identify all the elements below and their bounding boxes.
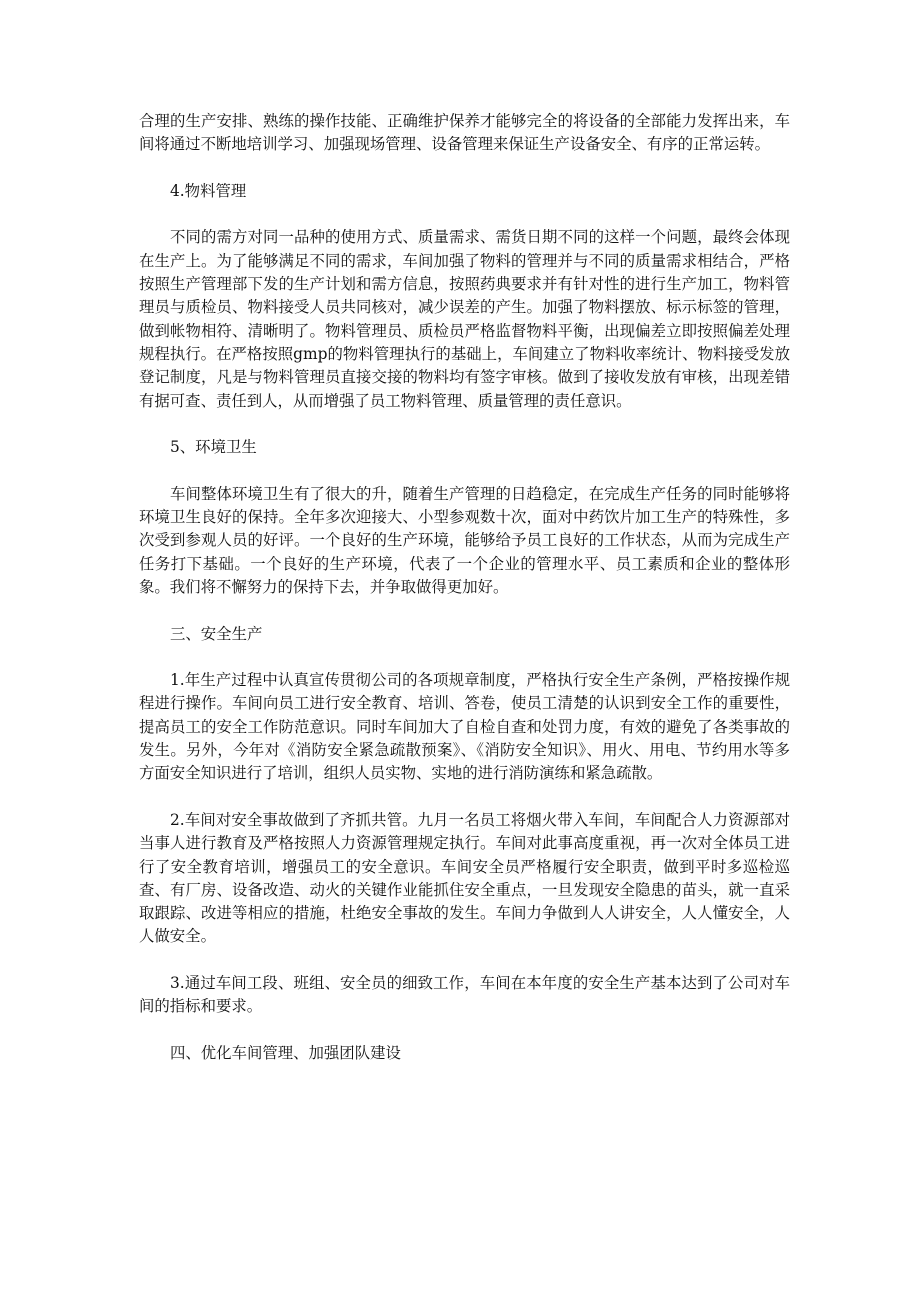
heading-safety-production: 三、安全生产	[170, 624, 263, 643]
paragraph-intro-continuation: 合理的生产安排、熟练的操作技能、正确维护保养才能够完全的将设备的全部能力发挥出来，车间将通过不断地培训学习、加强现场管理、设备管理来保证生产设备安全、有序的正常运转。	[139, 112, 790, 154]
heading-material-management: 4.物料管理	[170, 181, 247, 200]
heading-team-building: 四、优化车间管理、加强团队建设	[170, 1043, 401, 1062]
paragraph-environment-hygiene: 车间整体环境卫生有了很大的升，随着生产管理的日趋稳定，在完成生产任务的同时能够将环境卫生良好的保持。全年多次迎接大、小型参观数十次，面对中药饮片加工生产的特殊性，多次受到参观人员的好评。一个良好的生产环境，能够给予员工良好的工作状态，从而为完成生产任务打下基础。一个良好的生产环境，代表了一个企业的管理水平、员工素质和企业的整体形象。我们将不懈努力的保持下去，并争取做得更加好。	[139, 484, 790, 596]
paragraph-safety-3: 3.通过车间工段、班组、安全员的细致工作，车间在本年度的安全生产基本达到了公司对车间的指标和要求。	[139, 973, 790, 1016]
paragraph-material-management: 不同的需方对同一品种的使用方式、质量需求、需货日期不同的这样一个问题，最终会体现在生产上。为了能够满足不同的需求，车间加强了物料的管理并与不同的质量需求相结合，严格按照生产管理部下发的生产计划和需方信息，按照药典要求并有针对性的进行生产加工，物料管理员与质检员、物料接受人员共同核对，减少误差的产生。加强了物料摆放、标示标签的管理，做到帐物相符、清晰明了。物料管理员、质检员严格监督物料平衡，出现偏差立即按照偏差处理规程执行。在严格按照gmp的物料管理执行的基础上，车间建立了物料收率统计、物料接受发放登记制度，凡是与物料管理员直接交接的物料均有签字审核。做到了接收发放有审核，出现差错有据可查、责任到人，从而增强了员工物料管理、质量管理的责任意识。	[139, 228, 790, 410]
paragraph-safety-2: 2.车间对安全事故做到了齐抓共管。九月一名员工将烟火带入车间，车间配合人力资源部对当事人进行教育及严格按照人力资源管理规定执行。车间对此事高度重视，再一次对全体员工进行了安全教育培训，增强员工的安全意识。车间安全员严格履行安全职责，做到平时多巡检巡查、有厂房、设备改造、动火的关键作业能抓住安全重点，一旦发现安全隐患的苗头，就一直采取跟踪、改进等相应的措施，杜绝安全事故的发生。车间力争做到人人讲安全，人人懂安全，人人做安全。	[139, 810, 790, 946]
paragraph-safety-1: 1.年生产过程中认真宣传贯彻公司的各项规章制度，严格执行安全生产条例，严格按操作规程进行操作。车间向员工进行安全教育、培训、答卷，使员工清楚的认识到安全工作的重要性，提高员工的安全工作防范意识。同时车间加大了自检自查和处罚力度，有效的避免了各类事故的发生。另外，今年对《消防安全紧急疏散预案》、《消防安全知识》、用火、用电、节约用水等多方面安全知识进行了培训，组织人员实物、实地的进行消防演练和紧急疏散。	[139, 671, 790, 783]
heading-environment-hygiene: 5、环境卫生	[170, 438, 257, 457]
